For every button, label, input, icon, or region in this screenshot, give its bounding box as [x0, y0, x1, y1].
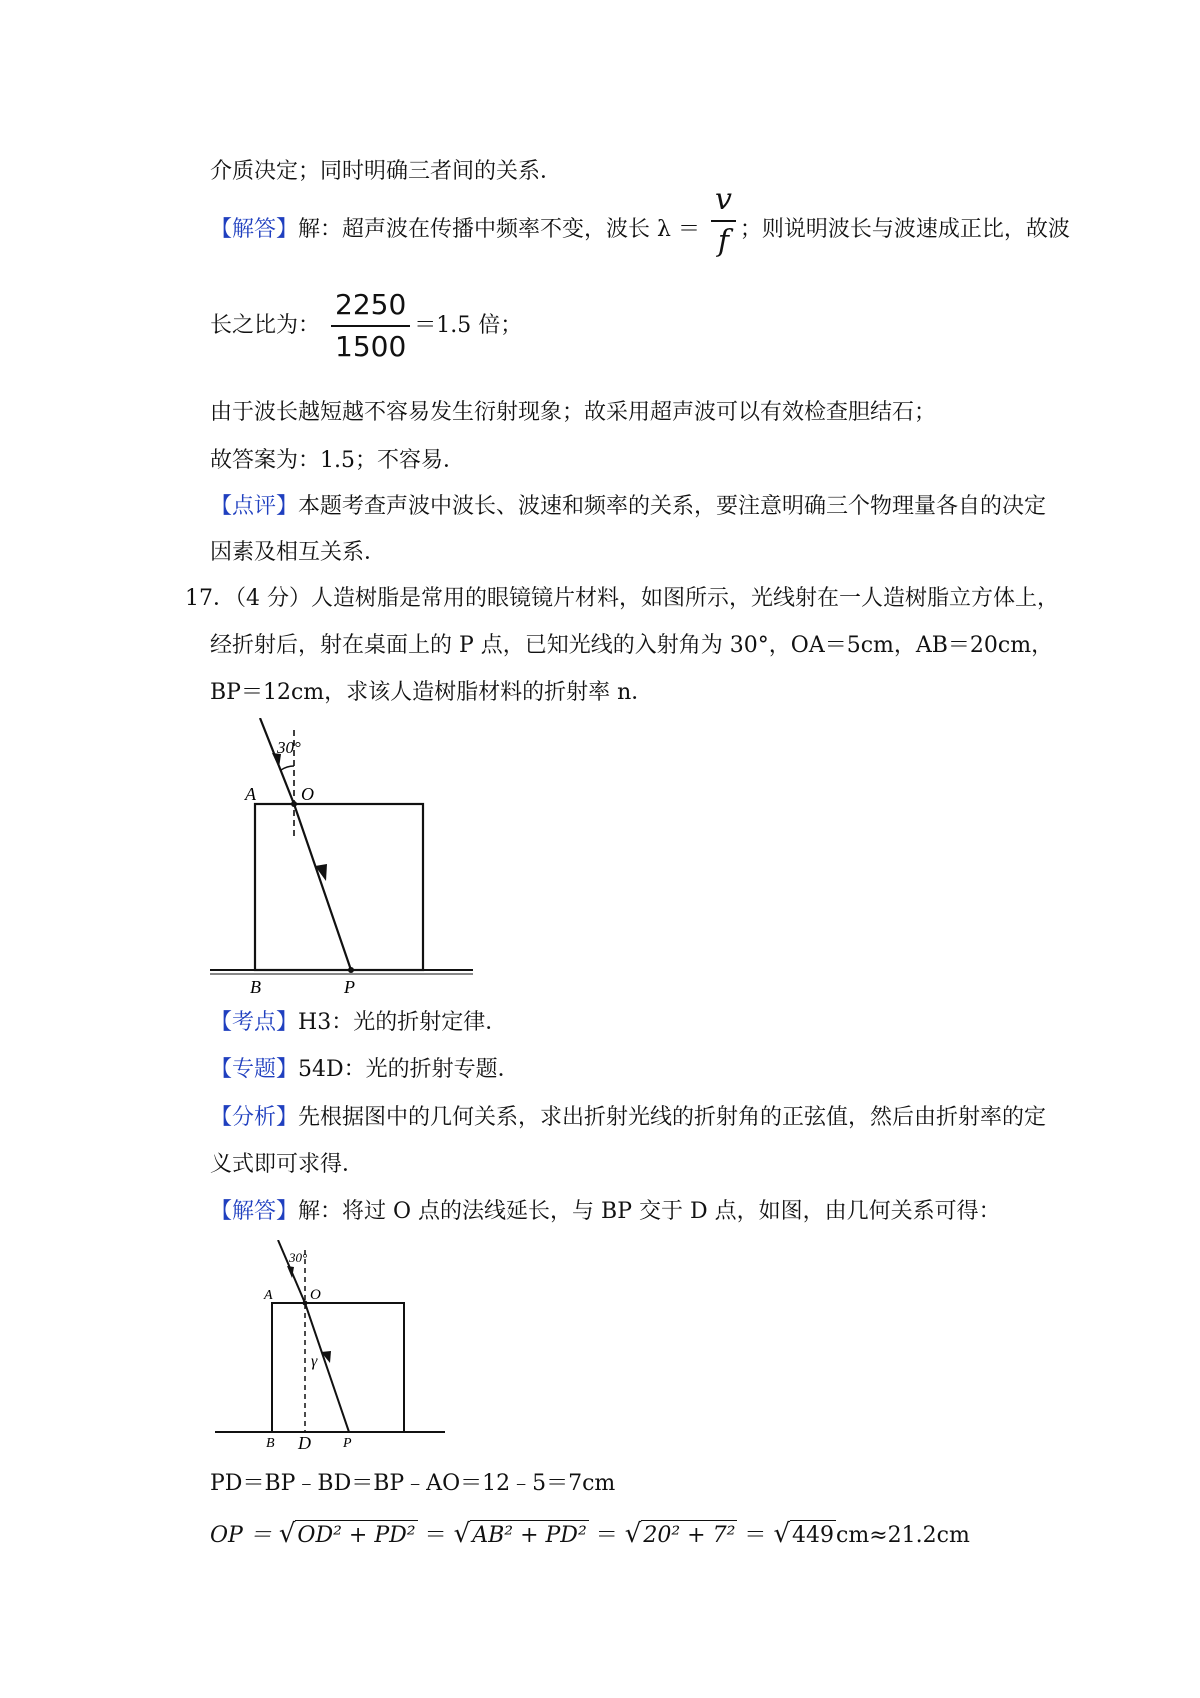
fraction-2250-over-1500: $\frac{2250}{1500}$ — [331, 285, 410, 367]
text-line-diffraction: 由于波长越短越不容易发生衍射现象；故采用超声波可以有效检查胆结石； — [210, 400, 937, 425]
question-17-line-3: BP＝12cm，求该人造树脂材料的折射率 n． — [210, 680, 654, 705]
sqrt-20-7: 20² + 7² — [641, 1520, 737, 1551]
angle-label: 30° — [277, 738, 301, 757]
label-gamma: γ — [311, 1353, 318, 1370]
comment-tag: 【点评】 — [210, 494, 299, 519]
label-a: A — [264, 1288, 273, 1303]
point-p — [348, 967, 354, 973]
angle-label: 30° — [289, 1250, 308, 1265]
sqrt-ab-pd: AB² + PD² — [470, 1520, 589, 1551]
label-o: O — [301, 784, 314, 804]
kaodian-line: 【考点】H3：光的折射定律． — [210, 1010, 508, 1035]
angle-arc — [281, 766, 294, 770]
jieda-line: 【解答】解：将过 O 点的法线延长，与 BP 交于 D 点，如图，由几何关系可得： — [210, 1199, 1001, 1224]
fraction-v-over-f: $\frac{v}{f}$ — [711, 180, 736, 262]
jieda-tag: 【解答】 — [210, 1199, 299, 1224]
sqrt-449: 449 — [790, 1520, 836, 1551]
refraction-figure-2 — [210, 1240, 450, 1450]
fenxi-line: 【分析】先根据图中的几何关系，求出折射光线的折射角的正弦值，然后由折射率的定 — [210, 1105, 1047, 1130]
label-p: P — [344, 977, 355, 997]
fenxi-tag: 【分析】 — [210, 1105, 299, 1130]
label-o: O — [310, 1287, 321, 1303]
text-line-intro: 介质决定；同时明确三者间的关系． — [210, 159, 563, 184]
equation-op: OP ＝ √OD² + PD² ＝ √AB² + PD² ＝ √20² + 7² ＝ √449cm≈21.2cm — [210, 1519, 970, 1549]
zhuanti-tag: 【专题】 — [210, 1057, 299, 1082]
refraction-figure-1 — [205, 718, 485, 998]
label-p: P — [343, 1436, 352, 1450]
answer-tag: 【解答】 — [210, 217, 299, 242]
question-17-line-2: 经折射后，射在桌面上的 P 点，已知光线的入射角为 30°，OA＝5cm，AB＝20cm， — [210, 633, 1054, 658]
equation-pd: PD＝BP﹣BD＝BP﹣AO＝12﹣5＝7cm — [210, 1471, 616, 1496]
label-b: B — [266, 1436, 275, 1450]
point-o — [303, 1301, 308, 1306]
resin-cube — [255, 804, 423, 970]
label-a: A — [245, 784, 256, 804]
point-o — [291, 801, 297, 807]
answer-text-cont: ；则说明波长与波速成正比，故波 — [739, 217, 1070, 242]
comment-line-2: 因素及相互关系． — [210, 540, 387, 565]
label-d: D — [298, 1433, 311, 1450]
answer-text: 解：超声波在传播中频率不变，波长 λ ＝ — [298, 217, 700, 242]
zhuanti-line: 【专题】54D：光的折射专题． — [210, 1057, 520, 1082]
ratio-line: 长之比为： $\frac{2250}{1500}$ ＝1.5 倍； — [210, 285, 522, 367]
text-line-final-answer: 故答案为：1.5；不容易． — [210, 448, 465, 473]
sqrt-od-pd: OD² + PD² — [295, 1520, 417, 1551]
comment-line: 【点评】本题考查声波中波长、波速和频率的关系，要注意明确三个物理量各自的决定 — [210, 494, 1047, 519]
kaodian-tag: 【考点】 — [210, 1010, 299, 1035]
label-b: B — [250, 977, 261, 997]
question-17-line-1: 17．（4 分）人造树脂是常用的眼镜镜片材料，如图所示，光线射在一人造树脂立方体上， — [185, 586, 1059, 611]
refracted-ray — [294, 804, 351, 970]
answer-line — [210, 182, 1070, 268]
resin-cube — [272, 1303, 404, 1432]
fenxi-line-2: 义式即可求得． — [210, 1152, 365, 1177]
